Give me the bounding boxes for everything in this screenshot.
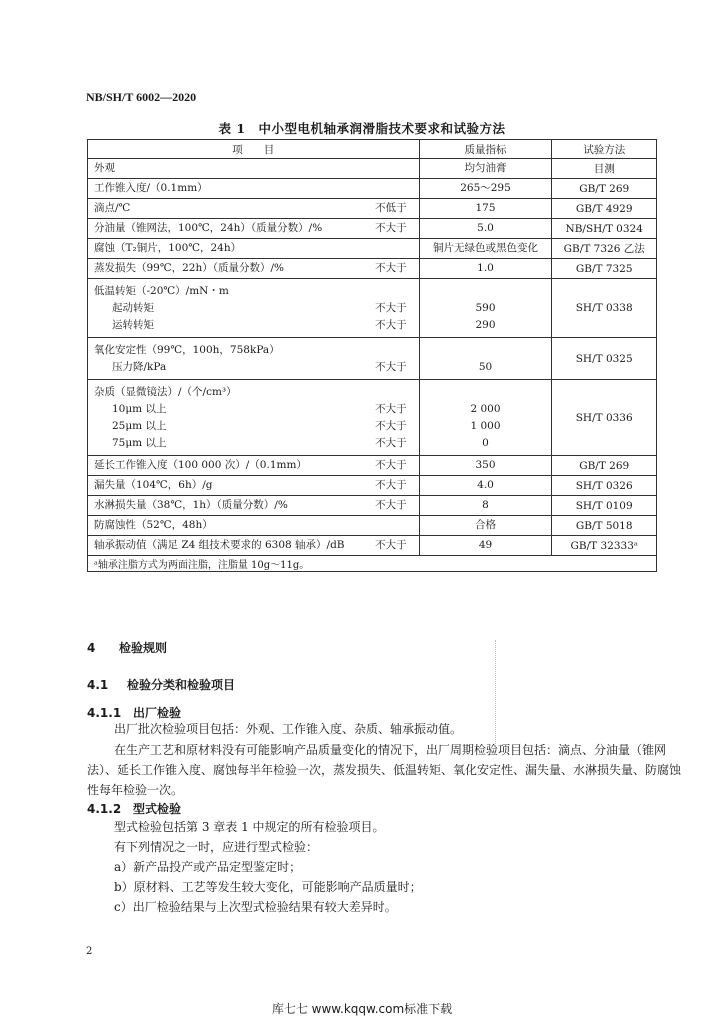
list-item: b）原材料、工艺等发生较大变化，可能影响产品质量时； bbox=[114, 880, 422, 894]
item-name: 外观 bbox=[94, 162, 115, 174]
item-name: 腐蚀（T₂铜片，100℃，24h） bbox=[94, 242, 242, 254]
cell-item bbox=[88, 259, 420, 279]
item-line bbox=[94, 240, 413, 257]
item-line bbox=[94, 418, 413, 435]
item-limit: 不大于 bbox=[375, 419, 407, 432]
item-name: 杂质（显微镜法）/（个/cm³） bbox=[94, 385, 237, 398]
cell-method: 目测 bbox=[552, 159, 657, 179]
item-name: 起动转矩 bbox=[112, 301, 154, 314]
quality-value bbox=[426, 283, 546, 300]
cell-item bbox=[88, 456, 420, 476]
cell-quality bbox=[419, 219, 552, 239]
cell-method: GB/T 7325 bbox=[552, 259, 657, 279]
quality-value: 0 bbox=[482, 436, 489, 449]
section-4-heading bbox=[87, 639, 167, 656]
item-limit: 不大于 bbox=[375, 402, 407, 415]
section-title: 检验分类和检验项目 bbox=[127, 678, 236, 692]
cell-quality bbox=[419, 199, 552, 219]
item-line bbox=[94, 477, 413, 494]
item-line bbox=[94, 200, 413, 217]
document-code: NB/SH/T 6002—2020 bbox=[86, 90, 197, 104]
item-line bbox=[94, 537, 413, 554]
cell-quality bbox=[419, 536, 552, 556]
cell-method: GB/T 269 bbox=[552, 179, 657, 199]
item-line bbox=[94, 359, 413, 376]
quality-value: 290 bbox=[475, 318, 496, 331]
item-name: 压力降/kPa bbox=[112, 360, 167, 373]
cell-item bbox=[88, 496, 420, 516]
section-title: 型式检验 bbox=[133, 802, 182, 816]
table-row bbox=[88, 259, 657, 279]
item-name: 10μm 以上 bbox=[112, 402, 167, 415]
cell-item bbox=[88, 159, 420, 179]
quality-value: 265～295 bbox=[460, 182, 511, 194]
cell-quality bbox=[419, 516, 552, 536]
item-limit: 不低于 bbox=[375, 202, 407, 214]
item-name: 运转转矩 bbox=[112, 318, 154, 331]
quality-value: 350 bbox=[475, 459, 496, 471]
item-limit: 不大于 bbox=[375, 360, 407, 373]
footer-watermark: 库七七 www.kqqw.com标准下载 bbox=[271, 1002, 453, 1016]
cell-item bbox=[88, 516, 420, 536]
cell-quality bbox=[419, 239, 552, 259]
section-4-1-heading bbox=[87, 676, 235, 693]
section-number: 4.1 bbox=[87, 678, 109, 692]
item-name: 轴承振动值（满足 Z4 组技术要求的 6308 轴承）/dB bbox=[94, 539, 345, 551]
item-limit: 不大于 bbox=[375, 436, 407, 449]
quality-value: 1.0 bbox=[477, 262, 494, 274]
table-row bbox=[88, 536, 657, 556]
item-line bbox=[94, 180, 413, 197]
cell-item bbox=[88, 279, 420, 338]
item-limit bbox=[407, 160, 413, 177]
table-header-row bbox=[88, 140, 657, 159]
item-name: 滴点/℃ bbox=[94, 202, 131, 214]
spec-table-body bbox=[88, 159, 657, 572]
section-title: 检验规则 bbox=[119, 641, 168, 655]
quality-value: 50 bbox=[478, 360, 493, 373]
item-limit: 不大于 bbox=[375, 318, 407, 331]
table-row bbox=[88, 179, 657, 199]
quality-value: 1 000 bbox=[470, 419, 501, 432]
item-limit bbox=[407, 384, 413, 401]
table-row bbox=[88, 219, 657, 239]
cell-quality bbox=[419, 496, 552, 516]
item-limit bbox=[407, 517, 413, 534]
item-line bbox=[94, 401, 413, 418]
item-name: 蒸发损失（99℃，22h）（质量分数）/% bbox=[94, 262, 284, 274]
table-row bbox=[88, 380, 657, 456]
quality-value: 590 bbox=[475, 301, 496, 314]
cell-method: GB/T 269 bbox=[552, 456, 657, 476]
table-row bbox=[88, 516, 657, 536]
cell-item bbox=[88, 338, 420, 380]
cell-item bbox=[88, 199, 420, 219]
table-row bbox=[88, 159, 657, 179]
item-line bbox=[94, 457, 413, 474]
cell-method: SH/T 0109 bbox=[552, 496, 657, 516]
item-name: 水淋损失量（38℃，1h）（质量分数）/% bbox=[94, 499, 288, 511]
list-item: c）出厂检验结果与上次型式检验结果有较大差异时。 bbox=[114, 900, 397, 914]
page-number: 2 bbox=[86, 946, 93, 957]
quality-value bbox=[426, 342, 546, 359]
table-row bbox=[88, 199, 657, 219]
table-row bbox=[88, 496, 657, 516]
item-line bbox=[94, 220, 413, 237]
cell-item bbox=[88, 380, 420, 456]
table-row bbox=[88, 476, 657, 496]
item-line bbox=[94, 342, 413, 359]
cell-quality bbox=[419, 456, 552, 476]
cell-method: NB/SH/T 0324 bbox=[552, 219, 657, 239]
table-row bbox=[88, 456, 657, 476]
header-quality: 质量指标 bbox=[419, 140, 552, 159]
item-limit: 不大于 bbox=[375, 499, 407, 511]
quality-value: 4.0 bbox=[477, 479, 494, 491]
section-number: 4.1.2 bbox=[87, 802, 122, 816]
cell-item bbox=[88, 476, 420, 496]
paragraph-factory-batch: 出厂批次检验项目包括：外观、工作锥入度、杂质、轴承振动值。 bbox=[114, 722, 463, 736]
table-title: 表 1 中小型电机轴承润滑脂技术要求和试验方法 bbox=[218, 121, 506, 136]
item-line bbox=[94, 283, 413, 300]
quality-value: 铜片无绿色或黑色变化 bbox=[433, 242, 538, 254]
section-title: 出厂检验 bbox=[133, 706, 182, 720]
item-limit: 不大于 bbox=[375, 262, 407, 274]
cell-method: SH/T 0336 bbox=[552, 380, 657, 456]
cell-quality bbox=[419, 476, 552, 496]
cell-method: SH/T 0326 bbox=[552, 476, 657, 496]
item-limit: 不大于 bbox=[375, 222, 407, 234]
cell-method: GB/T 32333ᵃ bbox=[552, 536, 657, 556]
item-limit bbox=[407, 180, 413, 197]
cell-quality bbox=[419, 259, 552, 279]
cell-method: GB/T 5018 bbox=[552, 516, 657, 536]
section-number: 4 bbox=[87, 641, 96, 655]
scan-mark bbox=[495, 640, 499, 750]
cell-quality bbox=[419, 380, 552, 456]
item-name: 低温转矩（-20℃）/mN・m bbox=[94, 284, 229, 297]
item-name: 延长工作锥入度（100 000 次）/（0.1mm） bbox=[94, 459, 307, 471]
item-limit: 不大于 bbox=[375, 301, 407, 314]
item-line bbox=[94, 300, 413, 317]
table-footnote: ᵃ轴承注脂方式为两面注脂，注脂量 10g～11g。 bbox=[88, 556, 657, 572]
paragraph-type-test-scope: 型式检验包括第 3 章表 1 中规定的所有检验项目。 bbox=[114, 820, 385, 834]
item-limit bbox=[407, 342, 413, 359]
table-footnote-row bbox=[88, 556, 657, 572]
cell-quality bbox=[419, 338, 552, 380]
item-name: 氧化安定性（99℃，100h，758kPa） bbox=[94, 343, 280, 356]
item-line bbox=[94, 384, 413, 401]
item-name: 漏失量（104℃，6h）/g bbox=[94, 479, 213, 491]
item-name: 75μm 以上 bbox=[112, 436, 167, 449]
header-item: 项 目 bbox=[88, 140, 420, 159]
spec-table bbox=[87, 139, 657, 572]
item-limit: 不大于 bbox=[375, 459, 407, 471]
cell-method: GB/T 4929 bbox=[552, 199, 657, 219]
table-row bbox=[88, 279, 657, 338]
cell-method: GB/T 7326 乙法 bbox=[552, 239, 657, 259]
quality-value: 2 000 bbox=[470, 402, 501, 415]
section-4-1-2-heading bbox=[87, 800, 181, 817]
item-name: 防腐蚀性（52℃，48h） bbox=[94, 519, 213, 531]
item-name: 25μm 以上 bbox=[112, 419, 167, 432]
cell-quality bbox=[419, 279, 552, 338]
quality-value bbox=[426, 384, 546, 401]
cell-item bbox=[88, 179, 420, 199]
header-method: 试验方法 bbox=[552, 140, 657, 159]
table-row bbox=[88, 338, 657, 380]
item-limit bbox=[407, 283, 413, 300]
paragraph-factory-periodic: 在生产工艺和原材料没有可能影响产品质量变化的情况下，出厂周期检验项目包括：滴点、分油量（锥网法）、延长工作锥入度、腐蚀每半年检验一次，蒸发损失、低温转矩、氧化安定性、漏失量、水淋损失量、防腐蚀性每年检验一次。 bbox=[87, 743, 682, 797]
quality-value: 8 bbox=[482, 499, 489, 511]
paragraph-type-test-conditions: 有下列情况之一时，应进行型式检验： bbox=[114, 840, 319, 854]
item-name: 工作锥入度/（0.1mm） bbox=[94, 182, 208, 194]
item-line bbox=[94, 435, 413, 452]
cell-method: SH/T 0338 bbox=[552, 279, 657, 338]
item-name: 分油量（锥网法，100℃，24h）（质量分数）/% bbox=[94, 222, 323, 234]
table-row bbox=[88, 239, 657, 259]
quality-value: 175 bbox=[475, 202, 496, 214]
item-line bbox=[94, 160, 413, 177]
quality-value: 均匀油膏 bbox=[464, 162, 507, 174]
item-line bbox=[94, 260, 413, 277]
item-line bbox=[94, 317, 413, 334]
cell-item bbox=[88, 219, 420, 239]
item-line bbox=[94, 517, 413, 534]
cell-item bbox=[88, 536, 420, 556]
cell-quality bbox=[419, 179, 552, 199]
list-item: a）新产品投产或产品定型鉴定时； bbox=[114, 860, 302, 874]
item-limit: 不大于 bbox=[375, 479, 407, 491]
item-limit bbox=[407, 240, 413, 257]
quality-value: 合格 bbox=[475, 519, 496, 531]
item-line bbox=[94, 497, 413, 514]
cell-item bbox=[88, 239, 420, 259]
section-number: 4.1.1 bbox=[87, 706, 122, 720]
item-limit: 不大于 bbox=[375, 539, 407, 551]
cell-quality bbox=[419, 159, 552, 179]
quality-value: 49 bbox=[478, 539, 493, 551]
quality-value: 5.0 bbox=[477, 222, 494, 234]
cell-method: SH/T 0325 bbox=[552, 338, 657, 380]
